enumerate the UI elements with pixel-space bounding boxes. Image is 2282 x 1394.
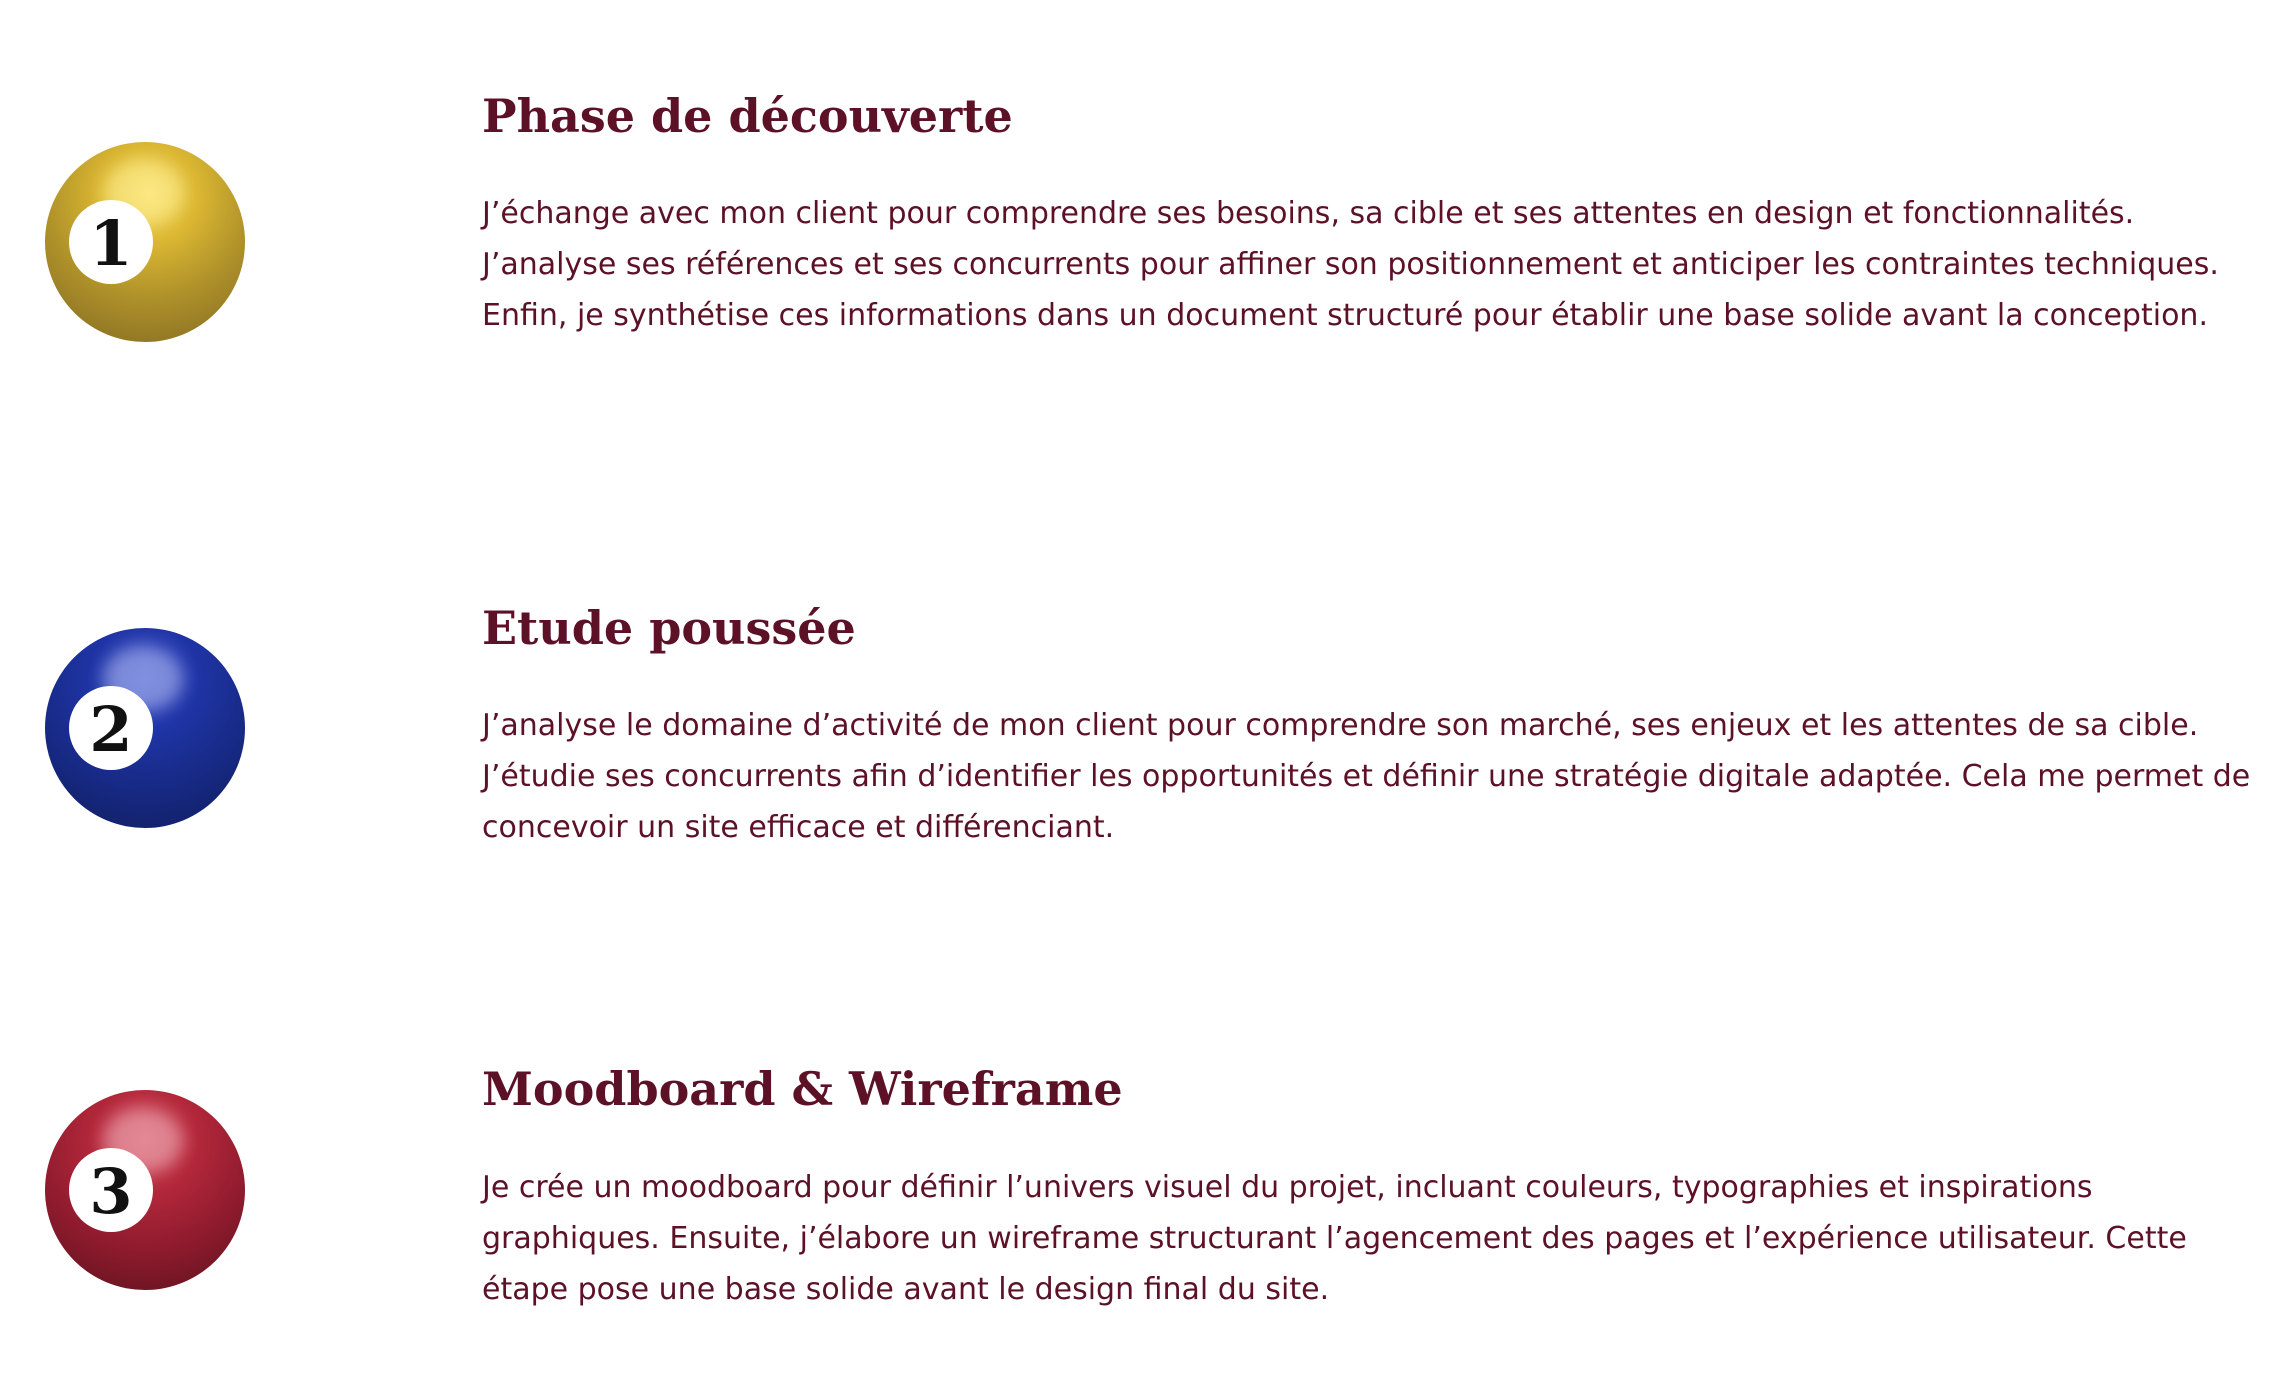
step-description: J’analyse le domaine d’activité de mon client pour comprendre son marché, ses enjeux et les attentes de sa cible. J’étudie ses concurrents afin d’identifier les opportunités et définir une stratégie digitale adaptée. Cela me permet de concevoir un site efficace et différenciant.: [482, 708, 2251, 845]
step-description: Je crée un moodboard pour définir l’univers visuel du projet, incluant couleurs, typographies et inspirations graphiques. Ensuite, j’élabore un wireframe structurant l’agencement des pages et l’expérience utilisateur. Cette étape pose une base solide avant le design final du site.: [482, 1170, 2187, 1307]
billiard-ball-3-icon: [45, 1090, 245, 1290]
billiard-ball-2-icon: [45, 628, 245, 828]
step-description: J’échange avec mon client pour comprendre ses besoins, sa cible et ses attentes en design et fonctionnalités. J’analyse ses références et ses concurrents pour affiner son positionnement et anticiper les contraintes techniques. Enfin, je synthétise ces informations dans un document structuré pour établir une base solide avant la conception.: [482, 196, 2219, 333]
ball-number-disc: [69, 686, 153, 770]
step-number: 1: [89, 207, 133, 280]
billiard-ball-1-icon: [45, 142, 245, 342]
step-number: 2: [89, 693, 133, 766]
step-title: Etude poussée: [482, 601, 856, 655]
ball-number-disc: [69, 200, 153, 284]
step-number: 3: [89, 1155, 133, 1228]
step-title: Phase de découverte: [482, 89, 1013, 143]
ball-number-disc: [69, 1148, 153, 1232]
step-title: Moodboard & Wireframe: [482, 1062, 1123, 1116]
